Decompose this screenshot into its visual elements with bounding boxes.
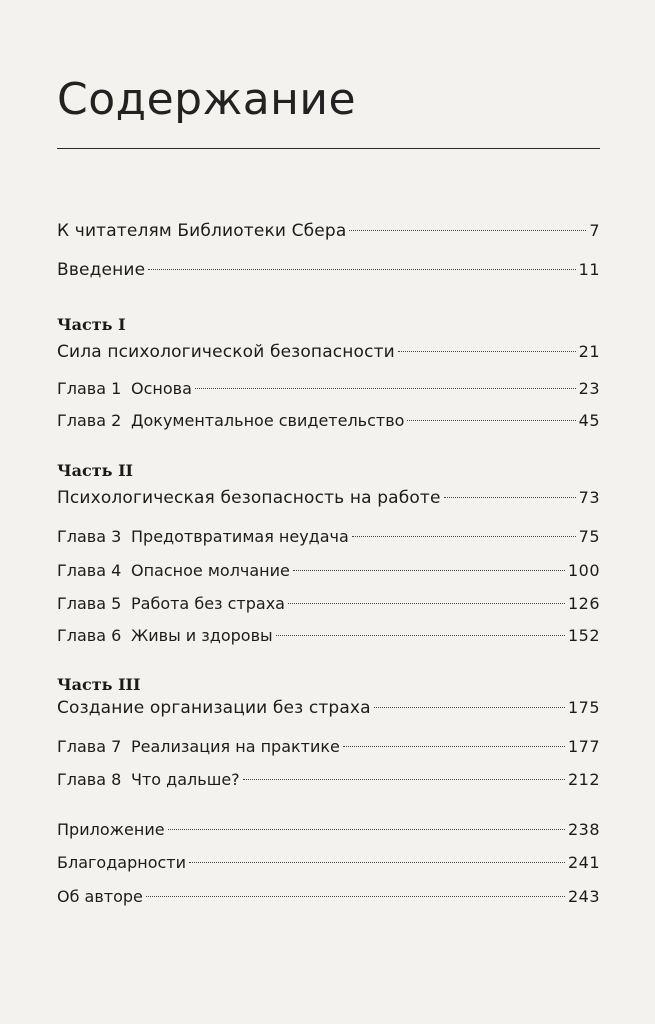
dot-leader [444, 497, 576, 498]
dot-leader [195, 388, 576, 389]
chapter-number: Глава 1 [57, 379, 122, 398]
chapter-title: Опасное молчание [131, 561, 290, 580]
toc-entry-appendix[interactable] [57, 816, 600, 844]
toc-entry-title: К читателям Библиотеки Сбера [57, 221, 347, 241]
toc-chapter-4[interactable] [57, 557, 600, 585]
toc-entry-title: Введение [57, 260, 146, 280]
dot-leader [343, 746, 565, 747]
dot-leader [398, 351, 576, 352]
toc-entry-page: 7 [589, 221, 600, 240]
part-label-1: Часть I [57, 315, 126, 334]
chapter-title: Что дальше? [131, 770, 240, 789]
toc-entry-about-author[interactable] [57, 883, 600, 911]
chapter-number: Глава 4 [57, 561, 122, 580]
toc-chapter-7[interactable] [57, 733, 600, 761]
toc-entry-page: 11 [578, 260, 600, 279]
chapter-title: Предотвратимая неудача [131, 527, 349, 546]
toc-entry-title: Приложение [57, 820, 165, 839]
toc-part-3-title[interactable] [57, 694, 600, 722]
toc-entry-page: 238 [567, 820, 600, 839]
title-divider [57, 148, 600, 149]
chapter-title: Работа без страха [131, 594, 285, 613]
toc-entry-title: Создание организации без страха [57, 698, 371, 718]
chapter-page: 23 [578, 379, 600, 398]
toc-entry-title: Психологическая безопасность на работе [57, 488, 441, 508]
toc-chapter-1[interactable] [57, 375, 600, 403]
chapter-title: Основа [131, 379, 192, 398]
dot-leader [168, 829, 565, 830]
chapter-page: 100 [567, 561, 600, 580]
chapter-page: 126 [567, 594, 600, 613]
chapter-title: Документальное свидетельство [131, 411, 405, 430]
dot-leader [148, 269, 575, 270]
dot-leader [352, 536, 576, 537]
toc-entry-page: 241 [567, 853, 600, 872]
toc-entry-page: 21 [578, 342, 600, 361]
dot-leader [407, 420, 575, 421]
toc-entry-title: Об авторе [57, 887, 143, 906]
chapter-page: 45 [578, 411, 600, 430]
toc-entry-title: Благодарности [57, 853, 186, 872]
toc-entry-introduction[interactable] [57, 256, 600, 284]
chapter-title: Живы и здоровы [131, 626, 273, 645]
toc-entry-title: Сила психологической безопасности [57, 342, 395, 362]
toc-entry-page: 73 [578, 488, 600, 507]
chapter-page: 177 [567, 737, 600, 756]
dot-leader [293, 570, 565, 571]
chapter-number: Глава 2 [57, 411, 122, 430]
dot-leader [189, 862, 565, 863]
chapter-number: Глава 3 [57, 527, 122, 546]
dot-leader [276, 635, 565, 636]
toc-chapter-5[interactable] [57, 590, 600, 618]
part-label-3: Часть III [57, 675, 141, 694]
toc-part-2-title[interactable] [57, 484, 600, 512]
dot-leader [243, 779, 565, 780]
toc-chapter-3[interactable] [57, 523, 600, 551]
chapter-title: Реализация на практике [131, 737, 340, 756]
toc-chapter-2[interactable] [57, 407, 600, 435]
toc-chapter-8[interactable] [57, 766, 600, 794]
dot-leader [349, 230, 586, 231]
chapter-number: Глава 7 [57, 737, 122, 756]
chapter-page: 152 [567, 626, 600, 645]
toc-entry-page: 243 [567, 887, 600, 906]
dot-leader [288, 603, 565, 604]
chapter-page: 212 [567, 770, 600, 789]
toc-entry-readers[interactable] [57, 217, 600, 245]
chapter-number: Глава 5 [57, 594, 122, 613]
chapter-number: Глава 6 [57, 626, 122, 645]
toc-chapter-6[interactable] [57, 622, 600, 650]
page-title: Содержание [57, 74, 357, 125]
toc-entry-acknowledgements[interactable] [57, 849, 600, 877]
part-label-2: Часть II [57, 461, 134, 480]
dot-leader [374, 707, 565, 708]
toc-entry-page: 175 [567, 698, 600, 717]
chapter-page: 75 [578, 527, 600, 546]
toc-part-1-title[interactable] [57, 338, 600, 366]
dot-leader [146, 896, 565, 897]
chapter-number: Глава 8 [57, 770, 122, 789]
